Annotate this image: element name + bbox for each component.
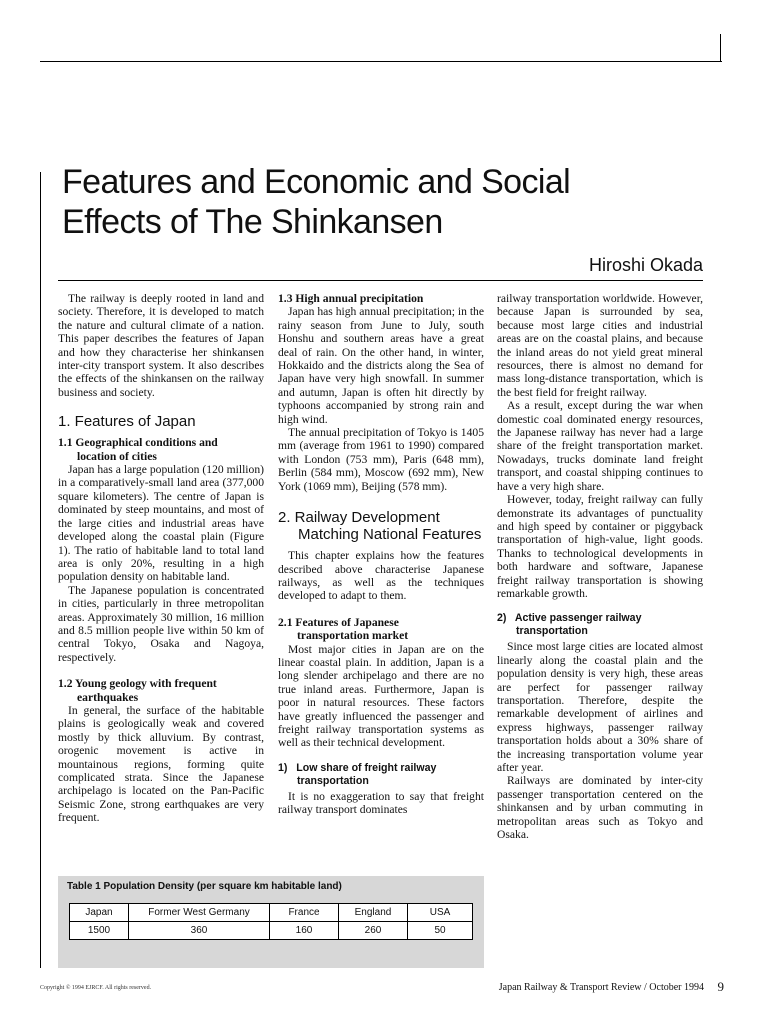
table-1-caption: Table 1 Population Density (per square km habitable land) (67, 881, 342, 892)
title-rule (58, 280, 703, 281)
table-cell: 1500 (70, 922, 129, 940)
subsection-1-1-heading-line1: 1.1 Geographical conditions and (58, 436, 218, 450)
column-3 (497, 292, 703, 841)
table-header-cell: USA (408, 904, 473, 922)
paragraph: Most major cities in Japan are on the linear coastal plain. In addition, Japan is a long slender archipelago and there are no true inland areas. Furthermore, Japan is poor in natural resources. These factors have greatly influenced the passenger and freight railway transportation systems as well as their technical development. (278, 642, 484, 750)
top-rule (40, 61, 722, 62)
paragraph: This chapter explains how the features described above characterise Japanese railways, as well as the techniques developed to adapt to them. (278, 549, 484, 603)
article-title (62, 162, 702, 242)
title-line-2: Effects of The Shinkansen (62, 203, 443, 241)
table-cell: 260 (339, 922, 408, 940)
paragraph: The Japanese population is concentrated in cities, particularly in three metropolitan areas. Approximately 30 million, 16 million and 8.5 million people live within 50 km of central Tokyo, Osaka and Nagoya, respectively. (58, 583, 264, 664)
point-1-heading-line2: transportation (297, 774, 369, 787)
table-cell: 360 (129, 922, 270, 940)
point-1-heading (278, 762, 484, 788)
table-header-cell: France (270, 904, 339, 922)
copyright-notice: Copyright © 1994 EJRCF. All rights reserved. (40, 985, 152, 991)
author-name: Hiroshi Okada (588, 255, 703, 275)
subsection-1-2-heading (58, 677, 264, 704)
table-cell: 50 (408, 922, 473, 940)
subsection-1-2-heading-line2: earthquakes (77, 690, 139, 704)
paragraph: railway transportation worldwide. However, because Japan is surrounded by sea, because most large cities and industrial areas are on the coastal plains, and because the inland areas do not yield great mineral resources, there is almost no demand for mass long-distance transportation, which is the best field for freight railway. (497, 292, 703, 399)
left-margin-rule (40, 172, 41, 968)
paragraph: The annual precipitation of Tokyo is 1405 mm (average from 1961 to 1990) compared with London (753 mm), Paris (648 mm), Berlin (584 mm), Moscow (692 mm), New York (1069 mm), Beijing (578 mm). (278, 426, 484, 493)
subsection-1-1-heading (58, 436, 264, 463)
paragraph: It is no exaggeration to say that freight railway transport dominates (278, 789, 484, 817)
page-number: 9 (717, 979, 724, 994)
table-row (70, 922, 473, 940)
column-1 (58, 292, 264, 825)
point-2-heading-line1: 2) Active passenger railway (497, 612, 642, 625)
paragraph: Japan has high annual precipitation; in the rainy season from June to July, south Honshu and southern areas have a great deal of rain. On the other hand, in winter, Hokkaido and the districts along the Sea of Japan have very high snowfall. In summer and autumn, Japan is often hit directly by typhoons accompanied by strong rain and high wind. (278, 305, 484, 426)
paragraph: In general, the surface of the habitable plains is geologically weak and covered mostly by thick alluvium. By contrast, orogenic movement is active in mountainous regions, forming quite complicated strata. Since the Japanese archipelago is located on the Pan-Pacific Seismic Zone, strong earthquakes are very frequent. (58, 703, 264, 825)
paragraph: Japan has a large population (120 million) in a comparatively-small land area (377,000 square kilometers). The centre of Japan is dominated by steep mountains, and most of the large cities and industrial areas have developed along the coastal plain (Figure 1). The ratio of habitable land to total land area is only 20%, resulting in a high population density on habitable land. (58, 463, 264, 584)
section-2-heading-line2: Matching National Features (298, 526, 482, 544)
section-2-heading-line1: 2. Railway Development (278, 509, 440, 527)
right-edge-rule (720, 34, 721, 62)
subsection-1-3-heading: 1.3 High annual precipitation (278, 292, 424, 305)
journal-footer: Japan Railway & Transport Review / October 1994 (498, 982, 704, 993)
table-cell: 160 (270, 922, 339, 940)
subsection-1-2-heading-line1: 1.2 Young geology with frequent (58, 677, 217, 691)
table-1-box (58, 876, 484, 968)
section-2-heading (278, 509, 484, 543)
intro-paragraph: The railway is deeply rooted in land and society. Therefore, it is developed to match the nature and cultural climate of a nation. This paper describes the features of Japan and how they characterise her shinkansen inter-city transport system. It also describes the effects of the shinkansen on the railway business and society. (58, 292, 264, 399)
table-header-row (70, 904, 473, 922)
paragraph: As a result, except during the war when domestic coal dominated energy resources, the Japanese railway has never had a large share of the freight transportation market. Nowadays, trucks dominate land freight transport, and coastal shipping continues to have a very high share. (497, 399, 703, 493)
paragraph: However, today, freight railway can fully demonstrate its advantages of punctuality and high speed by container or piggyback transportation of high-value, light goods. Thanks to technological developments in both hardware and software, Japanese freight railway transportation is showing remarkable growth. (497, 493, 703, 600)
point-2-heading (497, 612, 703, 638)
subsection-2-1-heading-line2: transportation market (297, 629, 409, 643)
table-header-cell: Japan (70, 904, 129, 922)
population-density-table (69, 903, 473, 940)
title-line-1: Features and Economic and Social (62, 163, 571, 201)
point-1-heading-line1: 1) Low share of freight railway (278, 761, 437, 774)
point-2-heading-line2: transportation (516, 625, 588, 638)
subsection-2-1-heading (278, 616, 484, 643)
table-header-cell: Former West Germany (129, 904, 270, 922)
paragraph: Since most large cities are located almost linearly along the coastal plain and the population density is very high, these areas are perfect for passenger railway transportation. Therefore, despite the remarkable development of airlines and express highways, passenger railway transportation holds about a 30% share of the increasing transportation volume year after year. (497, 640, 703, 774)
paragraph: Railways are dominated by inter-city passenger transportation centered on the shinkansen and by urban commuting in metropolitan areas such as Tokyo and Osaka. (497, 774, 703, 842)
subsection-1-1-heading-line2: location of cities (77, 449, 157, 463)
subsection-2-1-heading-line1: 2.1 Features of Japanese (278, 615, 399, 629)
column-2 (278, 292, 484, 817)
section-1-heading: 1. Features of Japan (58, 413, 196, 431)
table-header-cell: England (339, 904, 408, 922)
